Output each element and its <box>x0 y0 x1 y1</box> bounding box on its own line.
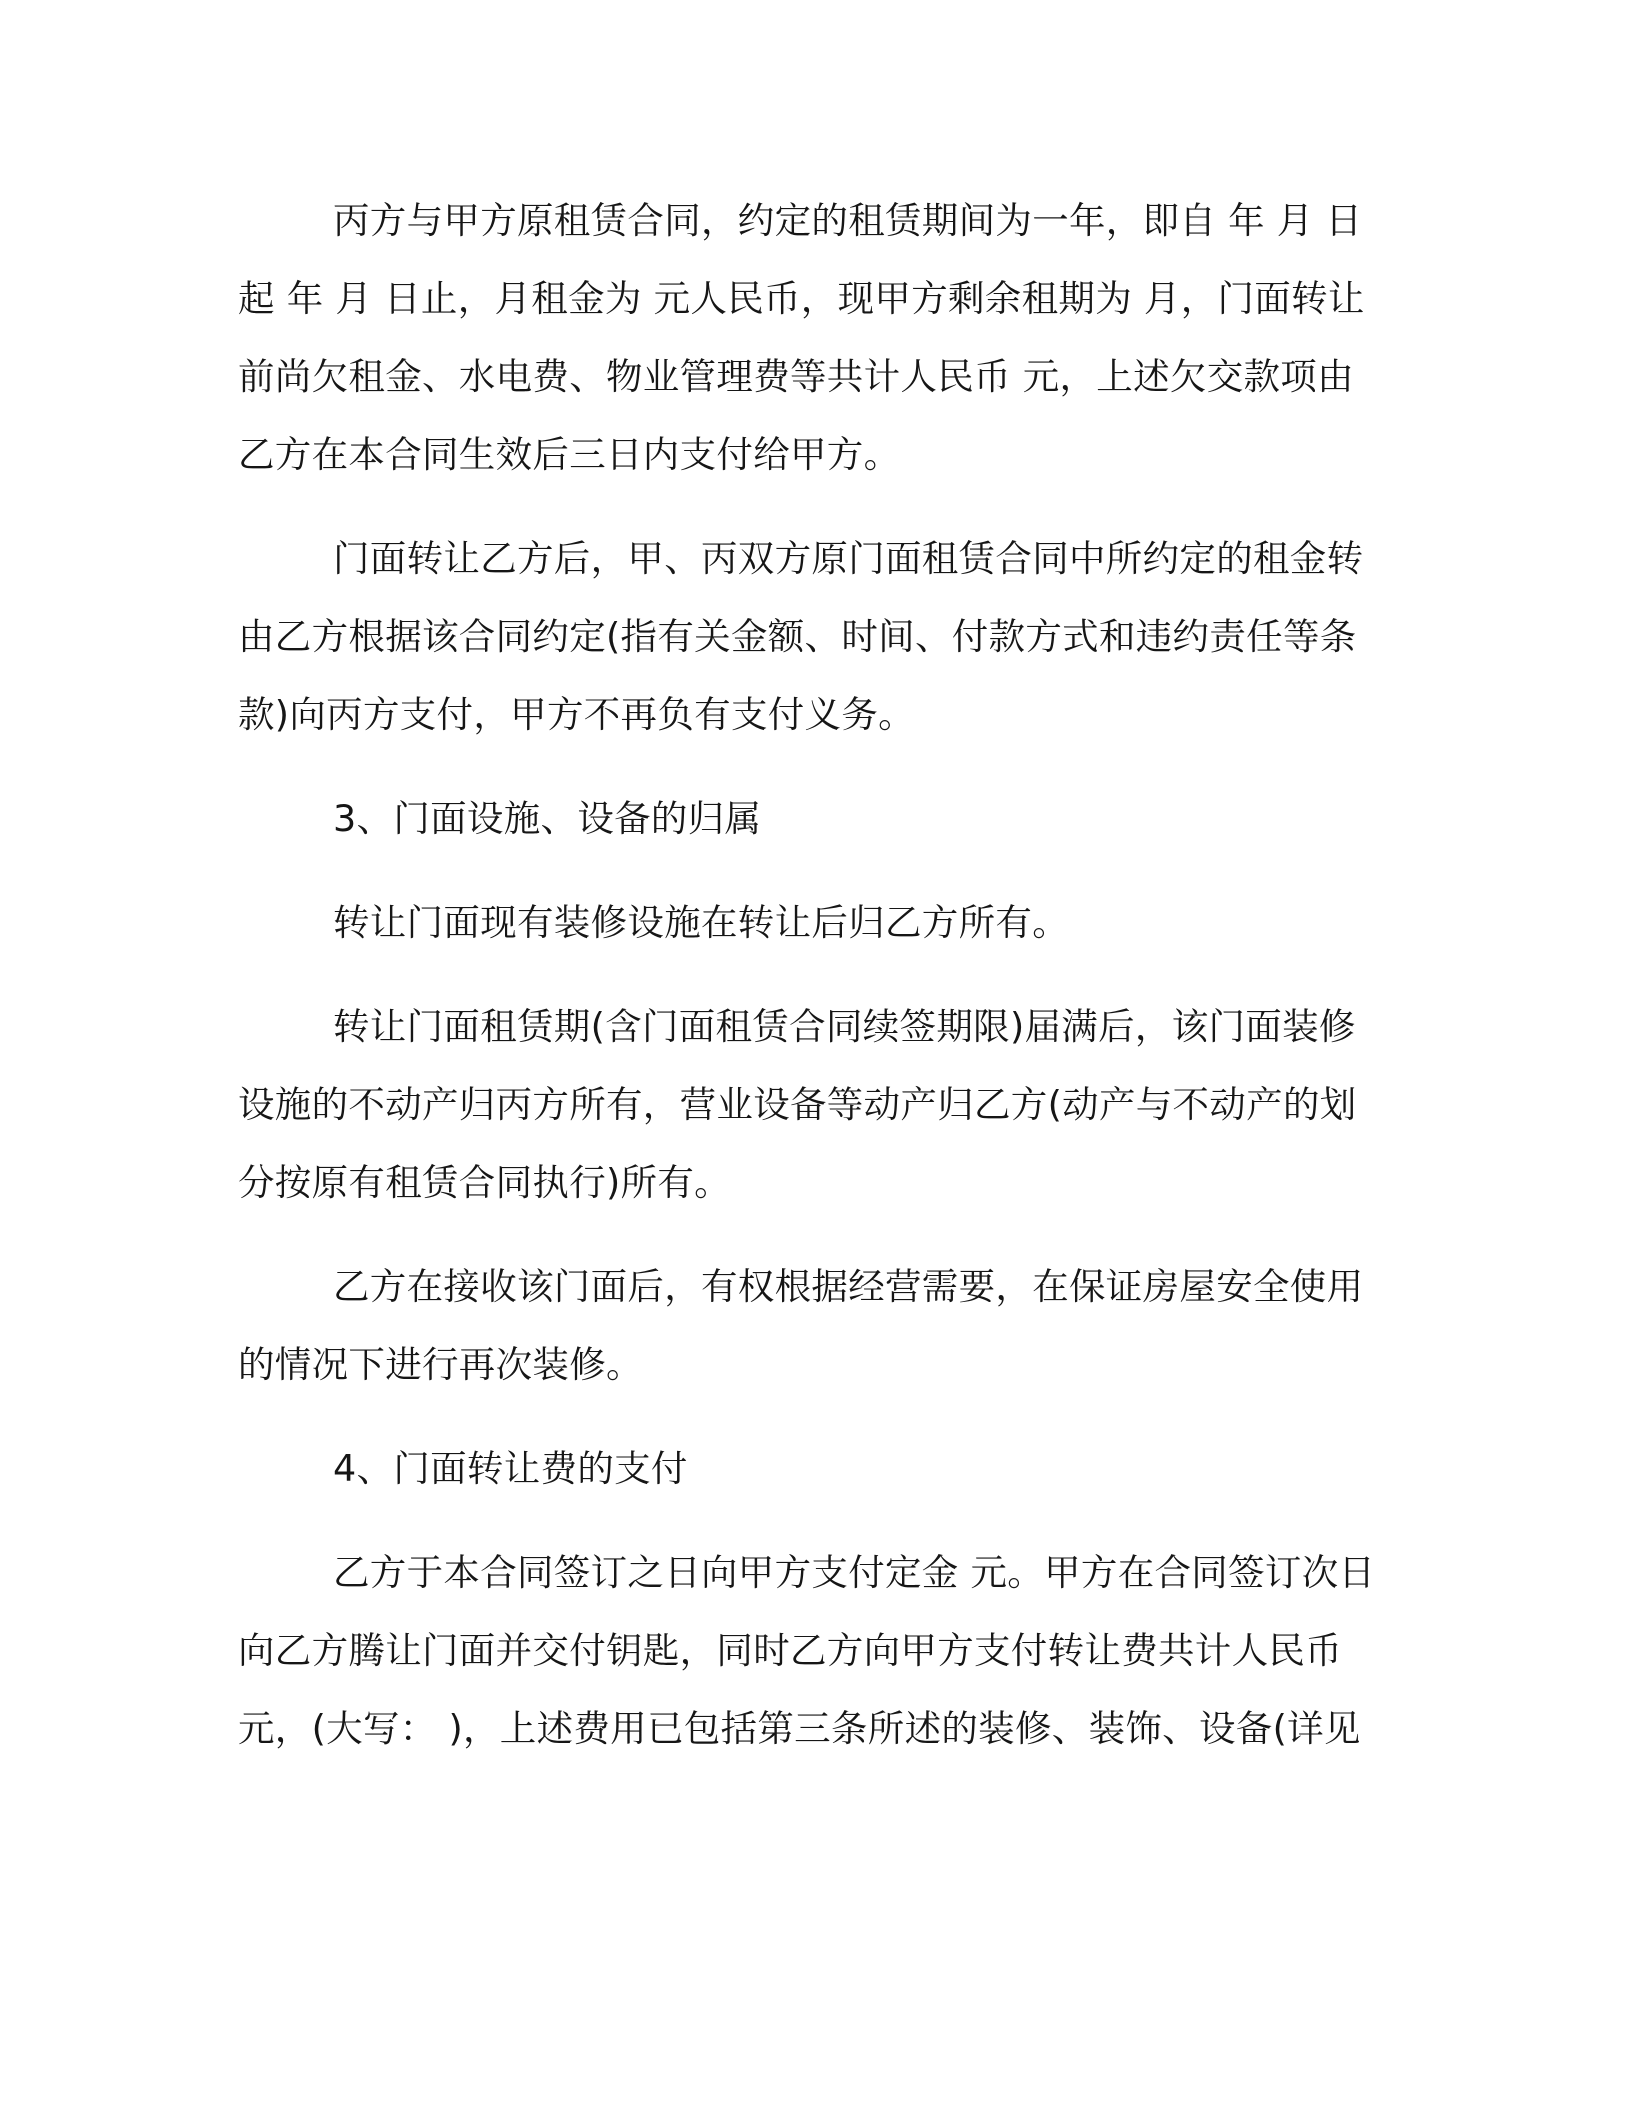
heading-text: 3、门面设施、设备的归属 <box>333 797 762 840</box>
section-heading-3 <box>238 780 1388 858</box>
text-line: 前尚欠租金、水电费、物业管理费等共计人民币 元，上述欠交款项由 <box>238 355 1354 398</box>
paragraph-rent-transfer <box>238 520 1388 754</box>
text-line: 的情况下进行再次装修。 <box>238 1343 643 1386</box>
paragraph-renovation-rights <box>238 1248 1388 1404</box>
text-line: 丙方与甲方原租赁合同，约定的租赁期间为一年，即自 年 月 日 <box>333 199 1363 242</box>
text-line: 乙方在接收该门面后，有权根据经营需要，在保证房屋安全使用 <box>333 1265 1364 1308</box>
paragraph-fixtures-ownership <box>238 884 1388 962</box>
text-line: 起 年 月 日止，月租金为 元人民币，现甲方剩余租期为 月，门面转让 <box>238 277 1365 320</box>
text-line: 乙方在本合同生效后三日内支付给甲方。 <box>238 433 901 476</box>
text-line: 乙方于本合同签订之日向甲方支付定金 元。甲方在合同签订次日 <box>333 1551 1376 1594</box>
text-line: 由乙方根据该合同约定(指有关金额、时间、付款方式和违约责任等条 <box>238 615 1357 658</box>
text-line: 元，(大写： )，上述费用已包括第三条所述的装修、装饰、设备(详见 <box>238 1707 1361 1750</box>
paragraph-lease-terms <box>238 182 1388 494</box>
text-line: 向乙方腾让门面并交付钥匙，同时乙方向甲方支付转让费共计人民币 <box>238 1629 1342 1672</box>
text-line: 转让门面现有装修设施在转让后归乙方所有。 <box>333 901 1069 944</box>
document-body <box>238 182 1388 1794</box>
paragraph-lease-expiry <box>238 988 1388 1222</box>
text-line: 分按原有租赁合同执行)所有。 <box>238 1161 731 1204</box>
text-line: 款)向丙方支付，甲方不再负有支付义务。 <box>238 693 915 736</box>
text-line: 转让门面租赁期(含门面租赁合同续签期限)届满后，该门面装修 <box>333 1005 1356 1048</box>
paragraph-payment <box>238 1534 1388 1768</box>
text-line: 设施的不动产归丙方所有，营业设备等动产归乙方(动产与不动产的划 <box>238 1083 1357 1126</box>
text-line: 门面转让乙方后，甲、丙双方原门面租赁合同中所约定的租金转 <box>333 537 1364 580</box>
section-heading-4 <box>238 1430 1388 1508</box>
heading-text: 4、门面转让费的支付 <box>333 1447 688 1490</box>
